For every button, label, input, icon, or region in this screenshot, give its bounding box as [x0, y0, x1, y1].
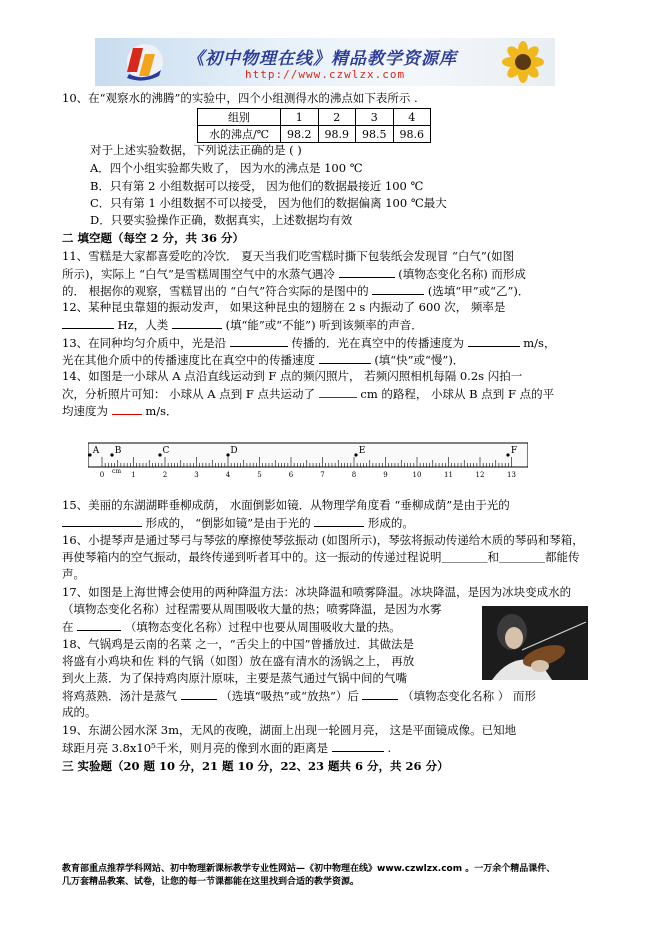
- q14-text: cm 的路程， 小球从 B 点到 F 点的平: [360, 387, 555, 401]
- table-cell: 2: [318, 109, 356, 126]
- q18-text: （选填“吸热”或“放热”）后: [220, 689, 359, 703]
- ruler-tick-label: 1: [131, 471, 136, 479]
- banner-title: 《初中物理在线》精品教学资源库: [187, 49, 457, 69]
- table-cell: 98.9: [318, 126, 356, 143]
- q11-line3: [62, 283, 529, 299]
- q13-line1: [62, 335, 555, 351]
- q10-option-a: A．四个小组实验都失败了， 因为水的沸点是 100 ℃: [90, 161, 363, 175]
- q14-line3: [62, 403, 178, 419]
- q19-text: 球距月亮 3.8x10⁵千米，则月亮的像到水面的距离是: [62, 741, 329, 755]
- answer-blank: [112, 403, 142, 415]
- answer-blank: [319, 352, 371, 364]
- q15-text: 形成的， “倒影如镜”是由于光的: [145, 516, 311, 530]
- section-2-heading: 二 填空题（每空 2 分，共 36 分）: [62, 231, 245, 245]
- q17-line1: 17、如图是上海世博会使用的两种降温方法：冰块降温和喷雾降温。冰块降温，是因为冰块变成水的: [62, 585, 572, 599]
- ruler-point-label: F: [510, 446, 518, 456]
- q11-text: 所示)，实际上 “白气”是雪糕周围空气中的水蒸气遇冷: [62, 267, 335, 281]
- table-cell: 98.2: [281, 126, 319, 143]
- q10-ask: 对于上述实验数据，下列说法正确的是 ( ): [90, 143, 302, 157]
- ruler-tick-label: 2: [162, 471, 168, 479]
- violinist-image-icon: [482, 606, 588, 680]
- q16-line2: 再使琴箱内的空气振动，最终传递到听者耳中的。这一振动的传递过程说明＿＿＿＿和＿＿＿＿都能传: [62, 550, 580, 564]
- q17-line2: （填物态变化名称）过程需要从周围吸收大量的热；喷雾降温，是因为水雾: [62, 602, 442, 616]
- q12-text: Hz，人类: [117, 318, 169, 332]
- footer-line: 几万套精品教案、试卷，让您的每一节课都能在这里找到合适的教学资源。: [62, 877, 360, 887]
- banner-url: http://www.czwlzx.com: [245, 68, 406, 81]
- footer-line: 教育部重点推荐学科网站、初中物理新课标教学专业性网站—《初中物理在线》www.czwlzx.com 。一万余个精品课件、: [62, 864, 556, 874]
- q13-line2: [62, 352, 464, 368]
- ruler-point-dot: [110, 453, 113, 456]
- q19-text: .: [387, 741, 392, 755]
- ruler-tick-label: 3: [194, 471, 199, 479]
- header-banner: [95, 38, 555, 86]
- q17-text: （填物态变化名称）过程中也要从周围吸收大量的热。: [124, 620, 401, 634]
- table-cell: 组别: [198, 109, 281, 126]
- ruler-tick-label: 12: [475, 471, 485, 479]
- q12-text: (填“能”或“不能”) 听到该频率的声音．: [225, 318, 423, 332]
- q11-text: (填物态变化名称) 而形成: [398, 267, 526, 281]
- table-cell: 4: [393, 109, 431, 126]
- ruler-tick-label: 0: [99, 471, 105, 479]
- ruler-point-label: B: [114, 446, 122, 456]
- table-cell: 水的沸点/℃: [198, 126, 281, 143]
- q18-line2: 将盛有小鸡块和佐 料的气锅（如图）放在盛有清水的汤锅之上， 再放: [62, 654, 415, 668]
- q14-line2: [62, 386, 554, 402]
- section-3-heading: 三 实验题（20 题 10 分，21 题 10 分，22、23 题共 6 分，共 26 分）: [62, 759, 449, 773]
- sunflower-icon: [495, 40, 551, 84]
- ruler-tick-label: 11: [444, 471, 453, 479]
- ruler-point-dot: [506, 453, 509, 456]
- q17-line3: [62, 619, 401, 635]
- q10-option-d: D．只要实验操作正确，数据真实，上述数据均有效: [90, 213, 353, 227]
- answer-blank: [172, 317, 222, 329]
- answer-blank: [319, 386, 357, 398]
- q11-line1: 11、雪糕是大家都喜爱吃的冷饮． 夏天当我们吃雪糕时撕下包装纸会发现冒 “白气”(如图: [62, 249, 515, 263]
- q15-line1: 15、美丽的东湖湖畔垂柳成荫， 水面倒影如镜．从物理学角度看 “垂柳成荫”是由于光的: [62, 498, 510, 512]
- ruler-point-label: D: [230, 446, 238, 456]
- q15-line2: [62, 515, 414, 531]
- page-footer: [62, 863, 555, 889]
- q16-line3: 声。: [62, 567, 85, 581]
- q18-line5: 成的。: [62, 705, 97, 719]
- ruler-tick-label: 6: [288, 471, 294, 479]
- table-row: [198, 126, 431, 143]
- ruler-tick-label: 7: [320, 471, 325, 479]
- ruler-tick-label: 13: [507, 471, 516, 479]
- q19-line2: [62, 740, 391, 756]
- q13-text: (填“快”或“慢”)．: [374, 353, 465, 367]
- ruler-unit-label: cm: [112, 468, 122, 475]
- q14-text: 均速度为: [62, 404, 108, 418]
- q14-text: 次，分析照片可知： 小球从 A 点到 F 点共运动了: [62, 387, 316, 401]
- ruler-tick-label: 9: [383, 471, 388, 479]
- q18-text: （填物态变化名称 ） 而形: [402, 689, 536, 703]
- q10-stem: 10、在“观察水的沸腾”的实验中，四个小组测得水的沸点如下表所示 .: [62, 91, 418, 105]
- ruler-point-label: E: [358, 446, 366, 456]
- q11-text: (选填“甲”或“乙”)．: [427, 284, 530, 298]
- q10-option-c: C．只有第 1 小组数据不可以接受， 因为他们的数据偏离 100 ℃最大: [90, 196, 447, 210]
- q19-line1: 19、东湖公园水深 3m，无风的夜晚，湖面上出现一轮圆月亮， 这是平面镜成像。已知地: [62, 723, 517, 737]
- table-row: [198, 109, 431, 126]
- q12-line1: 12、某种昆虫靠翅的振动发声， 如果这种昆虫的翅膀在 2 s 内振动了 600 次， 频率是: [62, 300, 506, 314]
- answer-blank: [339, 266, 395, 278]
- boiling-point-table: [197, 108, 431, 143]
- answer-blank: [181, 688, 217, 700]
- q15-text: 形成的。: [367, 516, 414, 530]
- q16-line1: 16、小提琴声是通过琴弓与琴弦的摩擦使琴弦振动 (如图所示)，琴弦将振动传递给木质的琴码和琴箱，: [62, 533, 584, 547]
- answer-blank: [77, 619, 121, 631]
- ruler-figure: [88, 441, 528, 481]
- ruler-point-dot: [158, 453, 161, 456]
- answer-blank: [362, 688, 398, 700]
- answer-blank: [468, 335, 520, 347]
- answer-blank: [62, 515, 142, 527]
- q14-line1: 14、如图是一小球从 A 点沿直线运动到 F 点的频闪照片， 若频闪照相机每隔 0.2s 闪拍一: [62, 369, 523, 383]
- answer-blank: [230, 335, 288, 347]
- ruler-point-label: C: [162, 446, 170, 456]
- table-cell: 98.6: [393, 126, 431, 143]
- q12-line2: [62, 317, 423, 333]
- q13-text: m/s，: [523, 336, 556, 350]
- q18-line1: 18、气锅鸡是云南的名菜 之一，“舌尖上的中国”曾播放过．其做法是: [62, 637, 415, 651]
- q18-text: 将鸡蒸熟．汤汁是蒸气: [62, 689, 177, 703]
- answer-blank: [62, 317, 114, 329]
- violin-photo: [482, 606, 588, 680]
- site-logo-icon: [123, 42, 165, 82]
- table-cell: 98.5: [356, 126, 394, 143]
- q18-line3: 到火上蒸．为了保持鸡肉原汁原味，主要是蒸气通过气锅中间的气嘴: [62, 671, 407, 685]
- q10-option-b: B．只有第 2 小组数据可以接受， 因为他们的数据最接近 100 ℃: [90, 179, 424, 193]
- answer-blank: [332, 740, 384, 752]
- ruler-tick-label: 5: [257, 471, 262, 479]
- ruler-point-dot: [226, 453, 229, 456]
- ruler-point-dot: [88, 453, 91, 456]
- ruler-point-dot: [354, 453, 357, 456]
- table-cell: 1: [281, 109, 319, 126]
- ruler-tick-label: 10: [412, 471, 422, 479]
- q14-text: m/s．: [145, 404, 178, 418]
- q17-text: 在: [62, 620, 74, 634]
- answer-blank: [372, 283, 424, 295]
- table-cell: 3: [356, 109, 394, 126]
- ruler-point-label: A: [92, 446, 100, 456]
- q13-text: 13、在同种均匀介质中，光是沿: [62, 336, 227, 350]
- q11-text: 的． 根据你的观察，雪糕冒出的 “白气”符合实际的是图中的: [62, 284, 369, 298]
- q11-line2: [62, 266, 526, 282]
- q18-line4: [62, 688, 536, 704]
- ruler-tick-label: 8: [351, 471, 357, 479]
- q13-text: 传播的．光在真空中的传播速度为: [291, 336, 464, 350]
- ruler-tick-label: 4: [225, 471, 231, 479]
- answer-blank: [314, 515, 364, 527]
- q13-text: 光在其他介质中的传播速度比在真空中的传播速度: [62, 353, 315, 367]
